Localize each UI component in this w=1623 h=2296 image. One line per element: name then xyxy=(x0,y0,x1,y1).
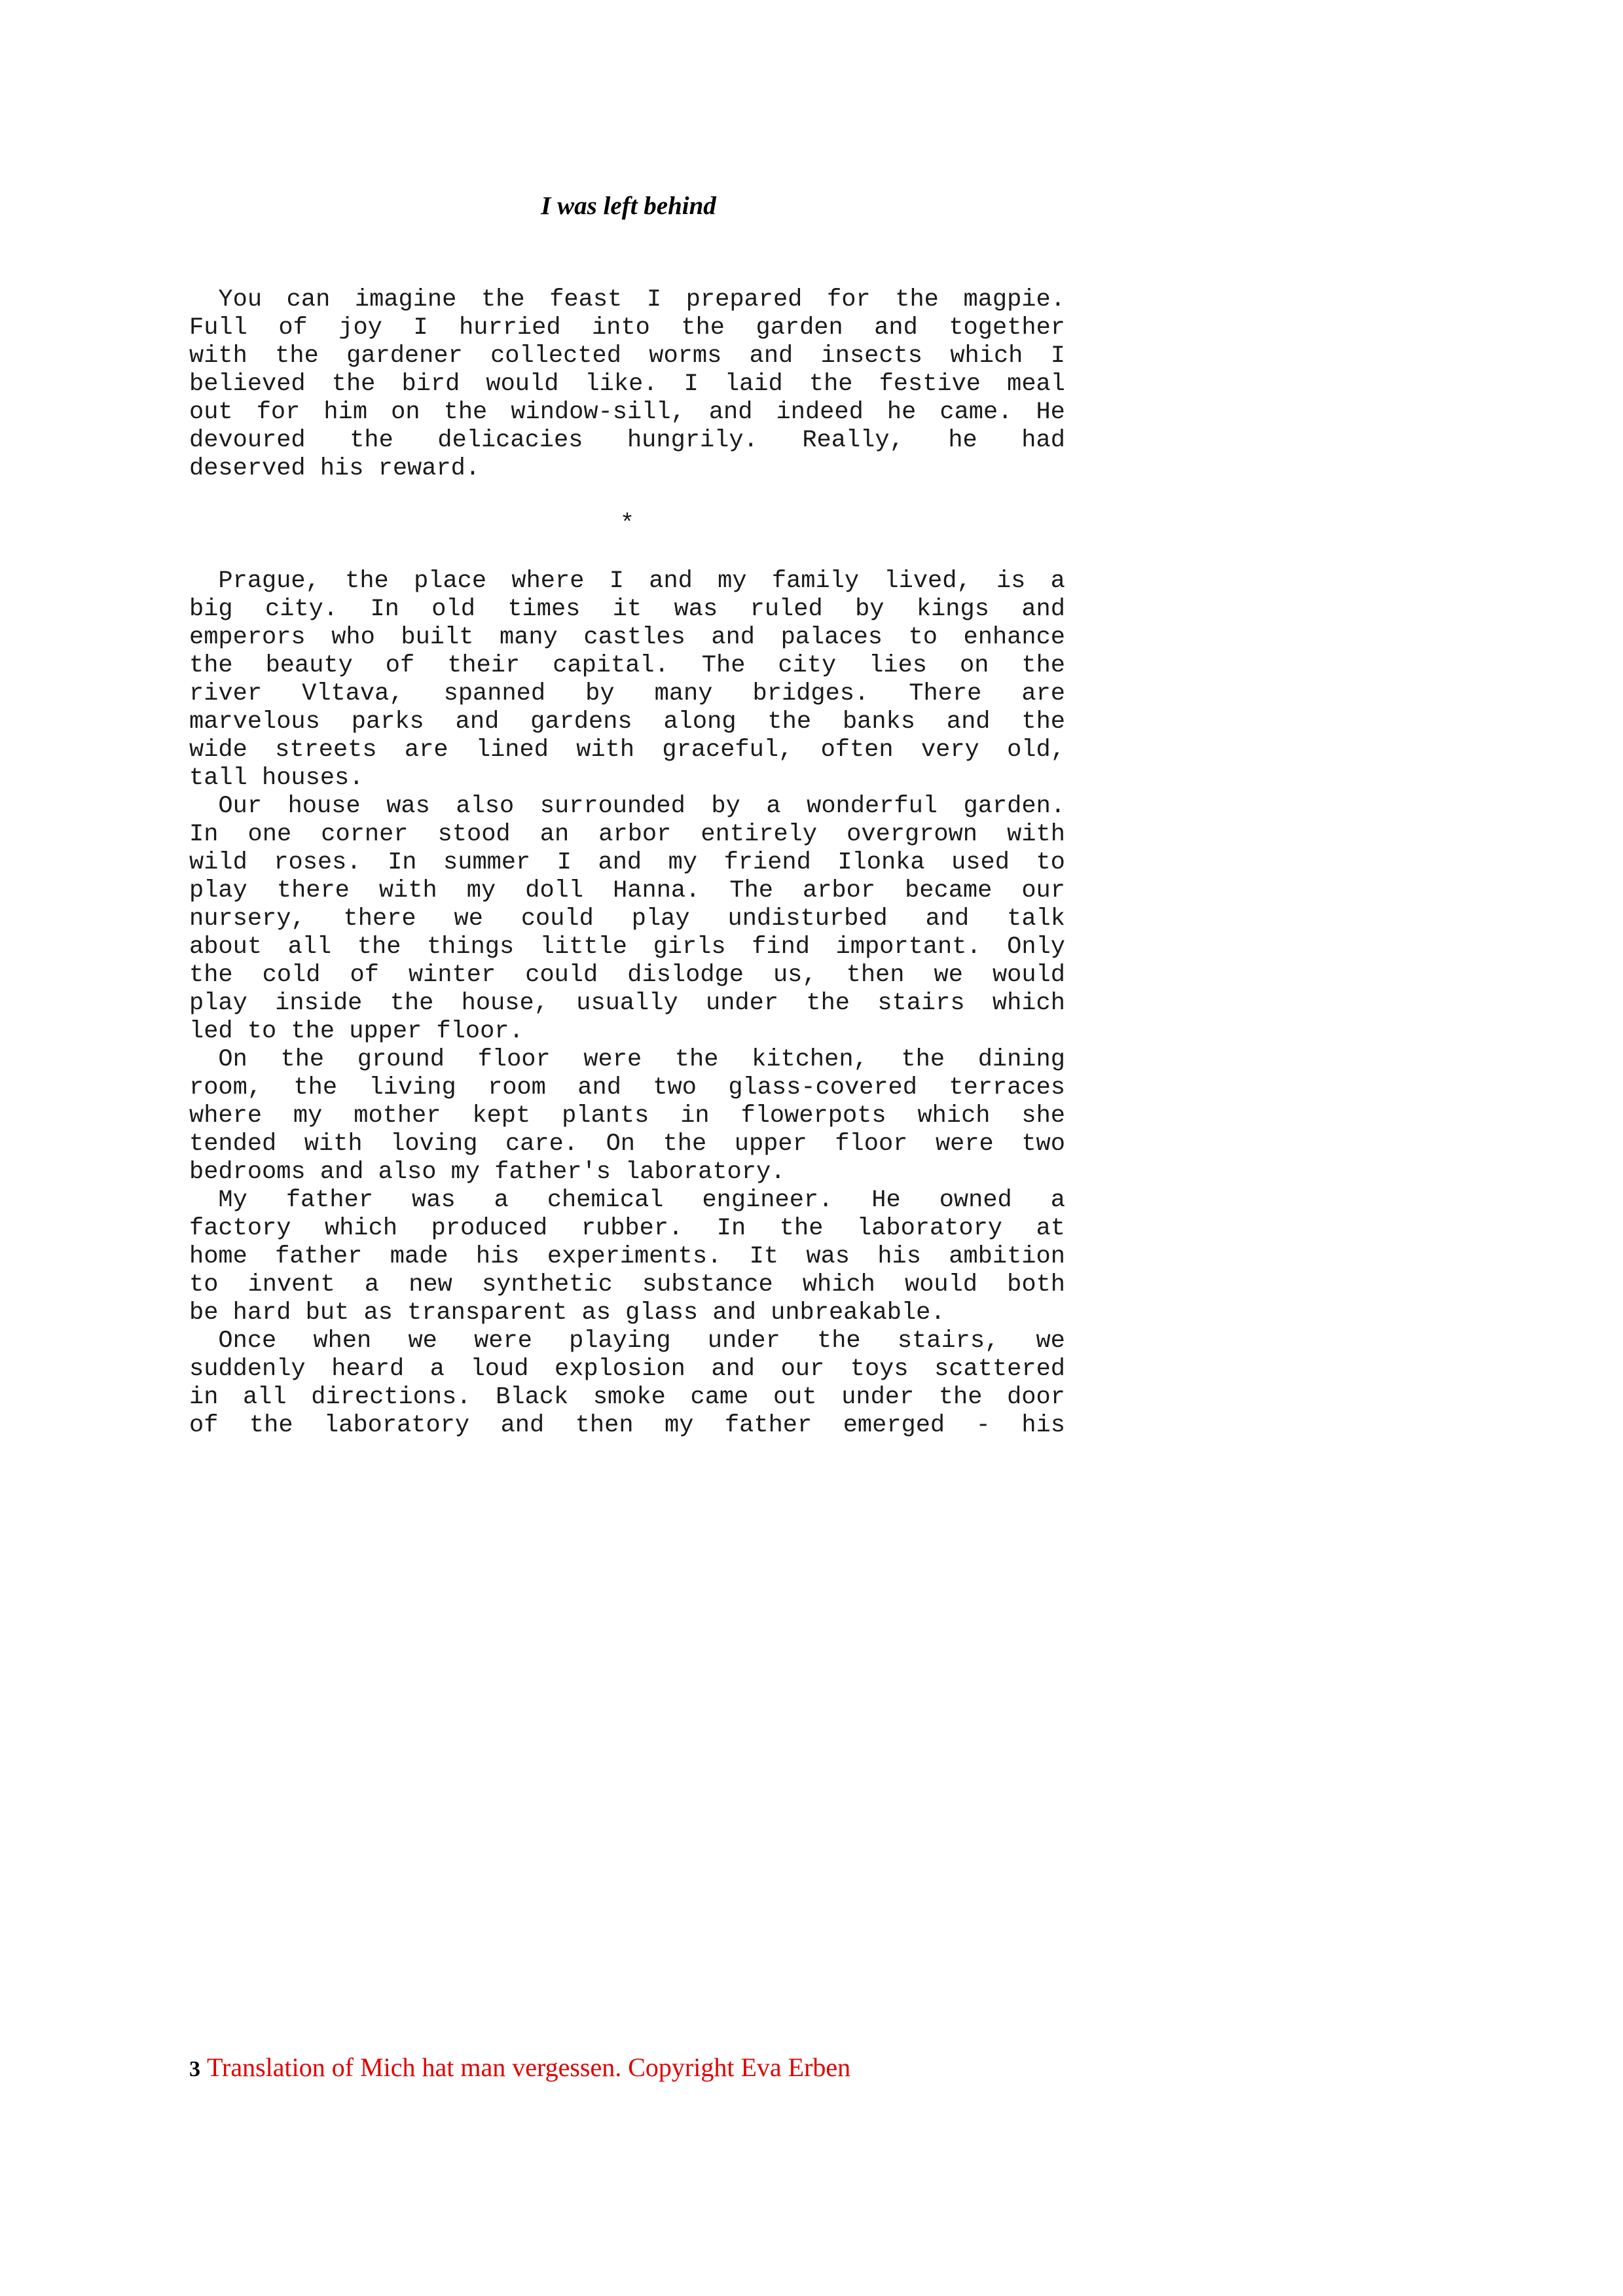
text-line: in all directions. Black smoke came out under the door xyxy=(189,1384,1065,1411)
text-line: tended with loving care. On the upper floor were two xyxy=(189,1130,1065,1158)
text-line: play inside the house, usually under the stairs which xyxy=(189,990,1065,1017)
text-line: In one corner stood an arbor entirely overgrown with xyxy=(189,821,1065,848)
text-line: devoured the delicacies hungrily. Really, he had xyxy=(189,427,1065,454)
page-footer xyxy=(189,2051,850,2086)
text-line: where my mother kept plants in flowerpots which she xyxy=(189,1102,1065,1130)
text-line: Full of joy I hurried into the garden and together xyxy=(189,314,1065,342)
text-line: deserved his reward. xyxy=(189,455,481,482)
text-line: the cold of winter could dislodge us, then we would xyxy=(189,961,1065,989)
text-line: wild roses. In summer I and my friend Ilonka used to xyxy=(189,849,1065,876)
chapter-title: I was left behind xyxy=(541,192,716,220)
text-line: believed the bird would like. I laid the festive meal xyxy=(189,370,1065,398)
text-line: of the laboratory and then my father emerged - his xyxy=(189,1412,1065,1439)
text-line: factory which produced rubber. In the laboratory at xyxy=(189,1215,1065,1242)
text-line: On the ground floor were the kitchen, the dining xyxy=(189,1046,1065,1073)
text-line: home father made his experiments. It was his ambition xyxy=(189,1243,1065,1270)
footer-copyright: Translation of Mich hat man vergessen. Copyright Eva Erben xyxy=(207,2053,851,2082)
page-number: 3 xyxy=(189,2057,200,2081)
paragraph-block-prague xyxy=(189,567,1065,1440)
text-line: marvelous parks and gardens along the banks and the xyxy=(189,708,1065,736)
paragraph-block-magpie xyxy=(189,286,1065,483)
text-line: tall houses. xyxy=(189,764,364,792)
text-line: Once when we were playing under the stairs, we xyxy=(189,1327,1065,1355)
text-line: Prague, the place where I and my family lived, is a xyxy=(189,567,1065,595)
text-line: led to the upper floor. xyxy=(189,1018,524,1045)
text-line: My father was a chemical engineer. He owned a xyxy=(189,1187,1065,1214)
text-line: big city. In old times it was ruled by kings and xyxy=(189,596,1065,623)
text-line: nursery, there we could play undisturbed and talk xyxy=(189,905,1065,933)
text-line: to invent a new synthetic substance which would both xyxy=(189,1271,1065,1299)
text-line: You can imagine the feast I prepared for the magpie. xyxy=(189,286,1065,314)
text-line: the beauty of their capital. The city lies on the xyxy=(189,652,1065,679)
text-line: be hard but as transparent as glass and unbreakable. xyxy=(189,1299,945,1327)
text-line: room, the living room and two glass-covered terraces xyxy=(189,1074,1065,1102)
text-line: Our house was also surrounded by a wonderful garden. xyxy=(189,793,1065,820)
text-line: river Vltava, spanned by many bridges. There are xyxy=(189,680,1065,708)
text-line: wide streets are lined with graceful, often very old, xyxy=(189,736,1065,764)
text-line: out for him on the window-sill, and indeed he came. He xyxy=(189,399,1065,426)
text-line: suddenly heard a loud explosion and our toys scattered xyxy=(189,1355,1065,1383)
text-line: play there with my doll Hanna. The arbor became our xyxy=(189,877,1065,905)
text-line: about all the things little girls find important. Only xyxy=(189,933,1065,961)
text-line: with the gardener collected worms and insects which I xyxy=(189,342,1065,370)
text-line: bedrooms and also my father's laboratory. xyxy=(189,1158,786,1186)
section-separator: * xyxy=(619,511,635,538)
text-line: emperors who built many castles and palaces to enhance xyxy=(189,624,1065,651)
